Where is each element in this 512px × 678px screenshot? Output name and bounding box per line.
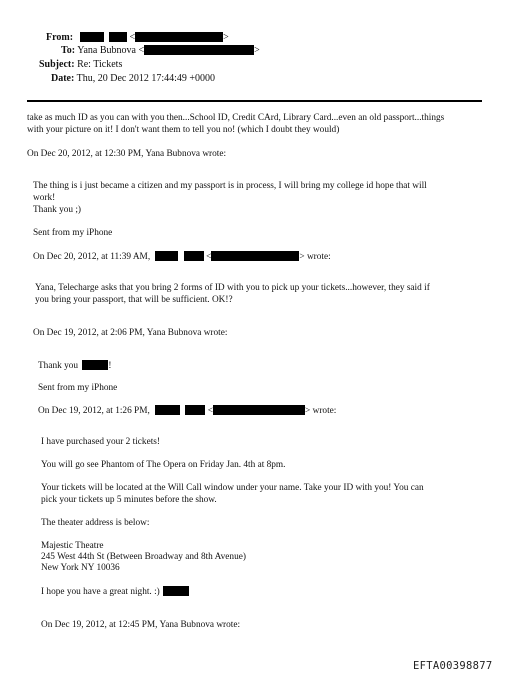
redaction-box <box>82 360 108 370</box>
quote-1-header: On Dec 20, 2012, at 12:30 PM, Yana Bubnova wrote: <box>27 149 227 159</box>
date-line <box>51 73 215 84</box>
redaction-box <box>163 586 189 596</box>
to-close-bracket: > <box>254 45 260 56</box>
redaction-box <box>144 45 254 55</box>
quote-4-closing: I hope you have a great night. :) <box>41 587 160 597</box>
from-close-bracket: > <box>223 32 229 43</box>
quote-4-header-start: On Dec 19, 2012, at 1:26 PM, <box>38 406 150 416</box>
redaction-box <box>155 405 180 415</box>
to-label: To: <box>61 45 76 56</box>
quote-4-closing-line <box>41 586 189 599</box>
document-id: EFTA00398877 <box>413 660 493 672</box>
subject-label: Subject: <box>39 59 75 70</box>
address-line-1: Majestic Theatre <box>41 541 104 551</box>
quote-4-paragraph-2: You will go see Phantom of The Opera on Friday Jan. 4th at 8pm. <box>41 460 286 470</box>
quote-5-header: On Dec 19, 2012, at 12:45 PM, Yana Bubnova wrote: <box>41 620 241 630</box>
quote-2-header-end: > wrote: <box>299 252 331 262</box>
redaction-box <box>184 251 204 261</box>
quote-1-line-1: The thing is i just became a citizen and my passport is in process, I will bring my college id hope that will <box>33 181 427 191</box>
to-line <box>61 45 260 56</box>
address-line-3: New York NY 10036 <box>41 563 120 573</box>
date-value: Thu, 20 Dec 2012 17:44:49 +0000 <box>76 73 216 84</box>
quote-1-line-2: work! <box>33 193 56 203</box>
quote-4-paragraph-1: I have purchased your 2 tickets! <box>41 437 161 447</box>
from-line <box>46 32 229 43</box>
date-label: Date: <box>51 73 75 84</box>
redaction-box <box>213 405 305 415</box>
quote-3-header: On Dec 19, 2012, at 2:06 PM, Yana Bubnova wrote: <box>33 328 228 338</box>
quote-3-signature: Sent from my iPhone <box>38 383 118 393</box>
redaction-box <box>155 251 178 261</box>
quote-2-header <box>33 251 331 264</box>
to-value: Yana Bubnova < <box>77 45 145 56</box>
quote-3-thanks: Thank you <box>38 361 79 371</box>
message-1-line-1: take as much ID as you can with you then...School ID, Credit CArd, Library Card...even an old passport...things <box>27 113 445 123</box>
quote-3-thanks-line <box>38 360 111 373</box>
message-1-line-2: with your picture on it! I don't want them to tell you no! (which I doubt they would) <box>27 125 340 135</box>
from-open-bracket: < <box>129 32 136 43</box>
from-label: From: <box>46 32 74 43</box>
quote-4-paragraph-3-line-1: Your tickets will be located at the Will Call window under your name. Take your ID with you! You can <box>41 483 424 493</box>
quote-2-line-1: Yana, Telecharge asks that you bring 2 forms of ID with you to pick up your tickets...however, they said if <box>35 283 430 293</box>
header-divider <box>27 100 482 102</box>
redaction-box <box>135 32 223 42</box>
quote-3-excl: ! <box>108 361 112 371</box>
quote-2-lt: < <box>206 252 212 262</box>
quote-1-line-3: Thank you ;) <box>33 205 82 215</box>
quote-1-signature: Sent from my iPhone <box>33 228 113 238</box>
address-line-2: 245 West 44th St (Between Broadway and 8th Avenue) <box>41 552 246 562</box>
redaction-box <box>109 32 127 42</box>
subject-line <box>39 59 122 70</box>
quote-4-header-end: > wrote: <box>305 406 337 416</box>
subject-value: Re: Tickets <box>77 59 123 70</box>
quote-4-header <box>38 405 336 418</box>
quote-4-paragraph-3-line-2: pick your tickets up 5 minutes before the show. <box>41 495 217 505</box>
quote-2-header-start: On Dec 20, 2012, at 11:39 AM, <box>33 252 151 262</box>
quote-4-lt: < <box>207 406 214 416</box>
quote-2-line-2: you bring your passport, that will be sufficient. OK!? <box>35 295 233 305</box>
redaction-box <box>80 32 104 42</box>
redaction-box <box>185 405 205 415</box>
redaction-box <box>211 251 299 261</box>
quote-4-paragraph-4: The theater address is below: <box>41 518 150 528</box>
